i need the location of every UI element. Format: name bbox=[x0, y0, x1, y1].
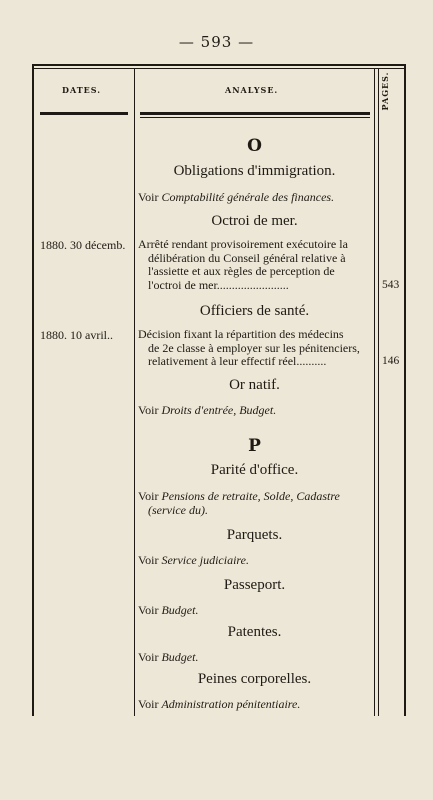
voir-prefix: Voir bbox=[138, 603, 162, 617]
voir-peines bbox=[138, 697, 300, 712]
left-border bbox=[32, 64, 34, 716]
voir-prefix: Voir bbox=[138, 650, 162, 664]
voir-or-natif bbox=[138, 403, 276, 418]
voir-obligations bbox=[138, 190, 334, 205]
heading-octroi-de-mer: Octroi de mer. bbox=[211, 213, 298, 229]
voir-parquets bbox=[138, 553, 249, 568]
voir-reference: Comptabilité générale des finances. bbox=[161, 190, 335, 204]
entry-line: l'assiette et aux règles de perception de bbox=[148, 264, 335, 279]
voir-prefix: Voir bbox=[138, 489, 162, 503]
entry-page-officiers: 146 bbox=[382, 355, 400, 367]
heading-patentes: Patentes. bbox=[227, 624, 282, 640]
entry-line: relativement à leur effectif réel.......... bbox=[148, 354, 327, 369]
heading-passeport: Passeport. bbox=[223, 577, 286, 593]
section-letter-o: O bbox=[247, 136, 262, 156]
entry-line: Décision fixant la répartition des médecins bbox=[138, 327, 344, 341]
entry-line: Arrêté rendant provisoirement exécutoire la bbox=[138, 237, 348, 251]
pages-column-rule bbox=[378, 68, 379, 716]
entry-line: délibération du Conseil général relative à bbox=[148, 250, 346, 265]
voir-prefix: Voir bbox=[138, 697, 162, 711]
header-analyse: ANALYSE. bbox=[225, 85, 279, 95]
voir-prefix: Voir bbox=[138, 403, 162, 417]
entry-date-officiers: 1880. 10 avril.. bbox=[40, 328, 113, 342]
entry-text-officiers bbox=[138, 328, 372, 369]
dates-header-rule bbox=[40, 112, 128, 115]
right-border bbox=[404, 64, 406, 716]
entry-page-octroi: 543 bbox=[382, 279, 400, 291]
top-rule-thin bbox=[32, 68, 405, 69]
voir-reference: Pensions de retraite, Solde, Cadastre bbox=[161, 489, 340, 503]
page-number: — 593 — bbox=[178, 33, 255, 51]
heading-parquets: Parquets. bbox=[226, 527, 283, 543]
voir-reference: Budget. bbox=[161, 650, 199, 664]
entry-line: de 2e classe à employer sur les pénitenciers, bbox=[148, 340, 360, 355]
heading-officiers-de-sante: Officiers de santé. bbox=[199, 303, 310, 319]
voir-reference: Service judiciaire. bbox=[161, 553, 249, 567]
heading-parite-d-office: Parité d'office. bbox=[210, 462, 299, 478]
section-letter-p: P bbox=[248, 436, 261, 456]
voir-prefix: Voir bbox=[138, 553, 162, 567]
header-dates: DATES. bbox=[62, 85, 102, 95]
analyse-header-rule bbox=[140, 112, 370, 115]
entry-line: l'octroi de mer........................ bbox=[148, 277, 289, 292]
voir-reference-continued: (service du). bbox=[148, 503, 208, 517]
voir-reference: Budget. bbox=[161, 603, 199, 617]
entry-text-octroi bbox=[138, 238, 372, 292]
voir-patentes bbox=[138, 650, 198, 665]
entry-date-octroi: 1880. 30 décemb. bbox=[40, 238, 126, 252]
analyse-header-rule-thin bbox=[140, 117, 370, 118]
heading-or-natif: Or natif. bbox=[229, 377, 280, 393]
voir-passeport bbox=[138, 603, 198, 618]
analyse-column-rule bbox=[374, 68, 375, 716]
header-pages: PAGES. bbox=[380, 71, 390, 111]
voir-parite bbox=[138, 489, 372, 517]
voir-prefix: Voir bbox=[138, 190, 162, 204]
heading-obligations: Obligations d'immigration. bbox=[173, 163, 336, 179]
voir-reference: Droits d'entrée, Budget. bbox=[161, 403, 277, 417]
top-rule bbox=[32, 64, 405, 66]
voir-reference: Administration pénitentiaire. bbox=[161, 697, 301, 711]
heading-peines-corporelles: Peines corporelles. bbox=[197, 671, 312, 687]
